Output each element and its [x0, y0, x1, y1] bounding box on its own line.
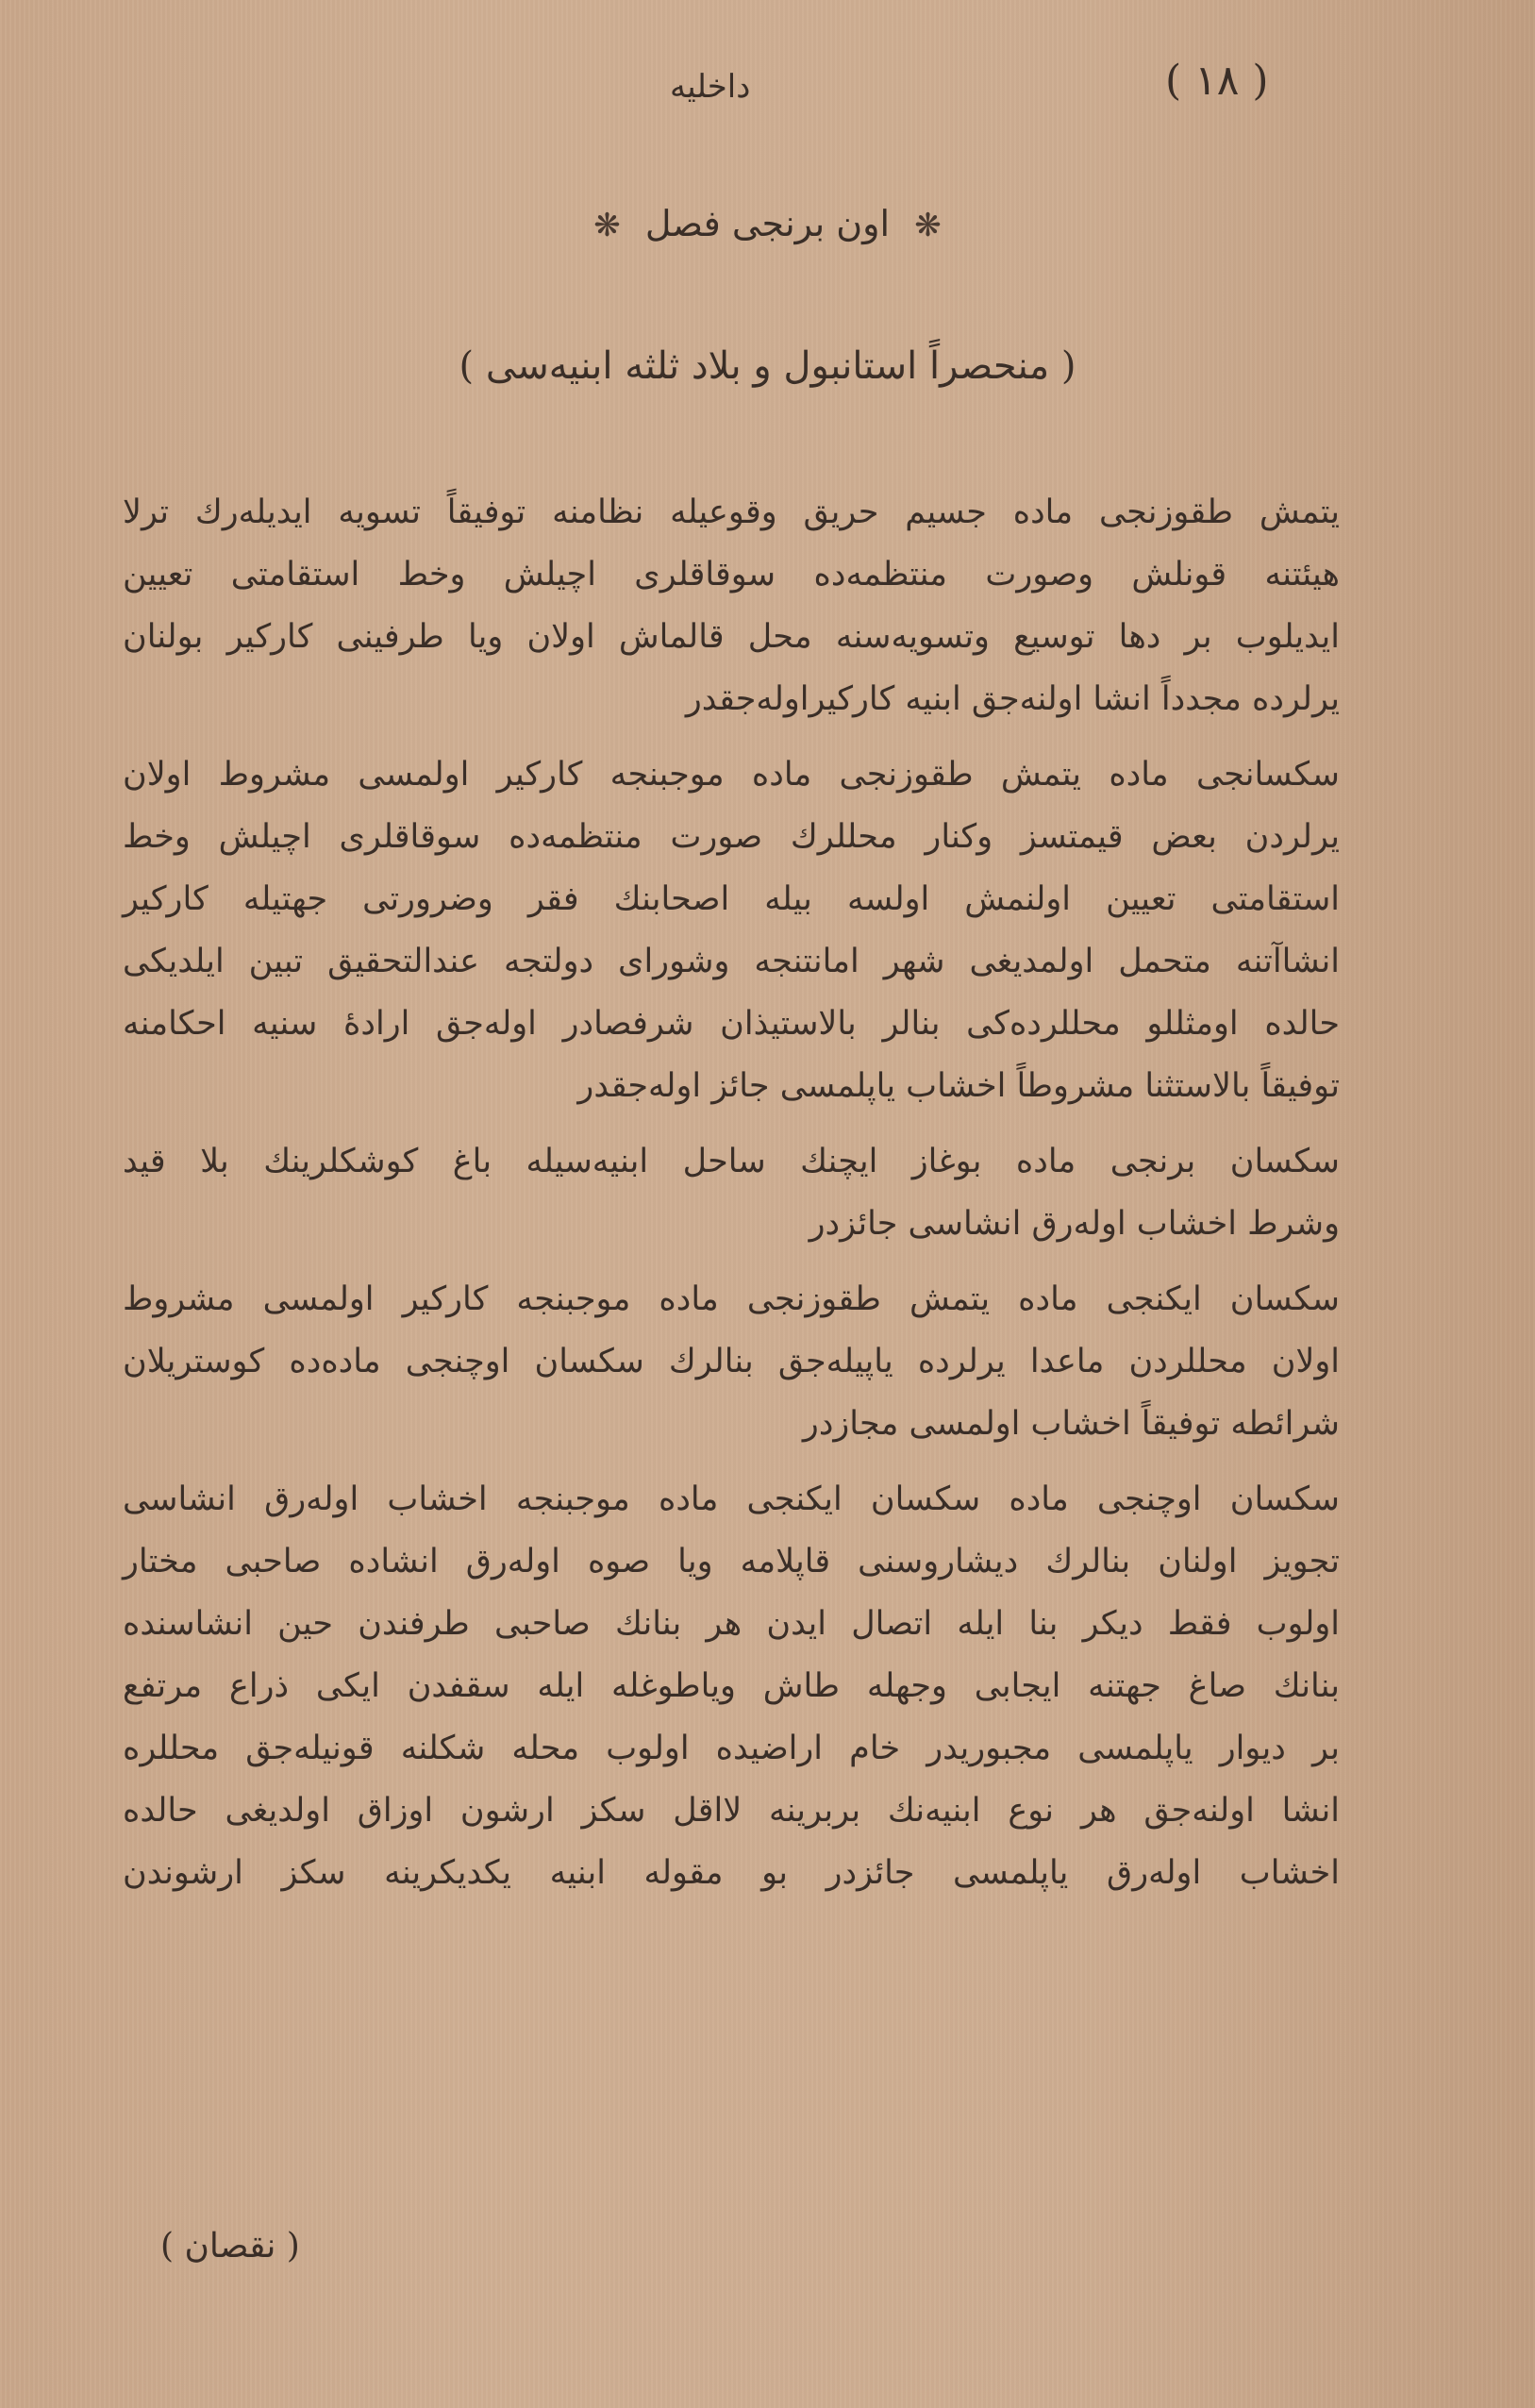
text-line: تجویز اولنان بنالرك دیشاروسنی قاپلامه ویا صوه اوله‌رق انشاده صاحبی مختار — [123, 1543, 1340, 1580]
footer-note: ( نقصان ) — [160, 2227, 300, 2266]
text-line: یرلردن بعض قیمتسز وکنار محللرك صورت منتظمه‌ده سوقاقلری اچیلش وخط — [123, 818, 1340, 856]
article-83 — [123, 1468, 1340, 1904]
text-line: وشرط اخشاب اوله‌رق انشاسی جائزدر — [809, 1205, 1340, 1243]
page-header — [0, 57, 1535, 132]
running-head: داخلیه — [670, 68, 751, 106]
text-line: هیئتنه قونلش وصورت منتظمه‌ده سوقاقلری اچیلش وخط استقامتی تعیین — [123, 556, 1340, 594]
text-line: یرلرده مجدداً انشا اولنه‌جق ابنیه کارکیراوله‌جقدر — [685, 680, 1340, 718]
text-line: انشا اولنه‌جق هر نوع ابنیه‌نك بربرینه لااقل سکز ارشون اوزاق اولدیغی حالده — [123, 1792, 1340, 1830]
ornament-icon: ❋ — [914, 207, 942, 244]
article-81 — [123, 1130, 1340, 1255]
text-line: انشاآتنه متحمل اولمدیغی شهر امانتنجه وشورای دولتجه عندالتحقیق تبین ایلدیکی — [123, 943, 1340, 980]
text-line: ایدیلوب بر دها توسیع وتسویه‌سنه محل قالماش اولان ویا طرفینی کارکیر بولنان — [123, 618, 1340, 656]
page-number: ( ١٨ ) — [1165, 57, 1269, 105]
text-line: شرائطه توفیقاً اخشاب اولمسی مجازدر — [802, 1405, 1340, 1443]
text-line: یتمش طقوزنجی ماده جسیم حریق وقوعیله نظامنه توفیقاً تسویه ایدیله‌رك ترلا — [123, 493, 1340, 531]
text-line: بر دیوار یاپلمسی مجبوریدر خام اراضیده اولوب محله شکلنه قونیله‌جق محللره — [123, 1730, 1340, 1767]
body-text — [123, 481, 1340, 1917]
article-82 — [123, 1268, 1340, 1455]
article-79 — [123, 481, 1340, 730]
section-title-text: اون برنجی فصل — [644, 203, 891, 244]
article-80 — [123, 744, 1340, 1117]
text-line: بنانك صاغ جهتنه ایجابی وجهله طاش ویاطوغله ایله سقفدن ایکی ذراع مرتفع — [123, 1667, 1340, 1705]
section-subtitle: ( منحصراً استانبول و بلاد ثلثه ابنیه‌سی ) — [459, 344, 1076, 388]
ornament-icon: ❋ — [593, 207, 621, 244]
text-line: استقامتی تعیین اولنمش اولسه بیله اصحابنك فقر وضرورتی جهتیله کارکیر — [123, 880, 1340, 918]
text-line: اخشاب اوله‌رق یاپلمسی جائزدر بو مقوله ابنیه یکدیکرینه سکز ارشوندن — [123, 1854, 1340, 1892]
text-line: سکسان ایکنجی ماده یتمش طقوزنجی ماده موجبنجه کارکیر اولمسی مشروط — [123, 1280, 1340, 1318]
section-title — [0, 203, 1535, 244]
text-line: سکسان اوچنجی ماده سکسان ایکنجی ماده موجبنجه اخشاب اوله‌رق انشاسی — [123, 1480, 1340, 1518]
text-line: اولوب فقط دیکر بنا ایله اتصال ایدن هر بنانك صاحبی طرفندن حین انشاسنده — [123, 1605, 1340, 1643]
text-line: حالده اومثللو محللرده‌کی بنالر بالاستیذان شرفصادر اوله‌جق ارادهٔ سنیه احکامنه — [123, 1005, 1340, 1043]
text-line: سکسان برنجی ماده بوغاز ایچنك ساحل ابنیه‌سیله باغ کوشکلرینك بلا قید — [123, 1143, 1340, 1180]
text-line: سکسانجی ماده یتمش طقوزنجی ماده موجبنجه کارکیر اولمسی مشروط اولان — [123, 756, 1340, 794]
text-line: توفیقاً بالاستثنا مشروطاً اخشاب یاپلمسی جائز اوله‌جقدر — [577, 1067, 1340, 1105]
text-line: اولان محللردن ماعدا یرلرده یاپیله‌جق بنالرك سکسان اوچنجی ماده‌ده کوستریلان — [123, 1343, 1340, 1380]
